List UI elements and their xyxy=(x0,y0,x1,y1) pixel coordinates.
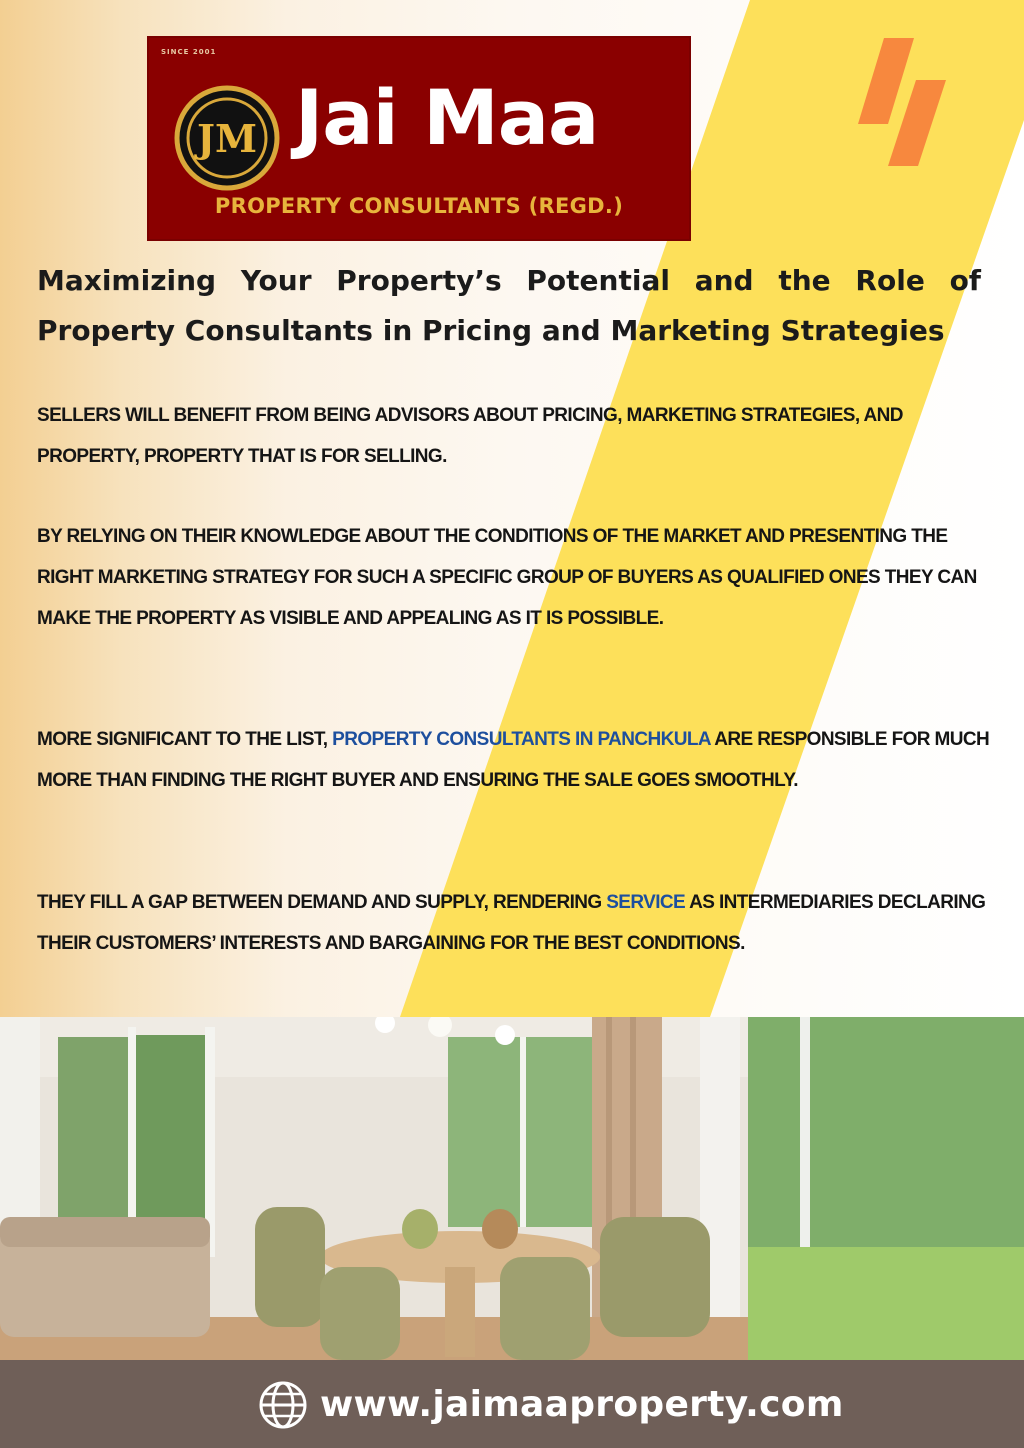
paragraph-3-text-start: MORE SIGNIFICANT TO THE LIST, xyxy=(37,729,333,750)
logo-subtitle: PROPERTY CONSULTANTS (REGD.) xyxy=(214,194,624,218)
monogram-emblem-icon xyxy=(173,84,281,192)
globe-icon xyxy=(258,1380,308,1430)
interior-dining-room-photo xyxy=(0,1017,1024,1360)
paragraph-3 xyxy=(37,719,997,801)
property-consultants-panchkula-link[interactable]: PROPERTY CONSULTANTS IN PANCHKULA xyxy=(332,729,711,750)
paragraph-3-text-end: ARE RESPONSIBLE FOR MUCH MORE THAN FINDING THE RIGHT BUYER AND ENSURING THE SALE GOES SMOOTHLY. xyxy=(37,729,990,791)
footer-bar xyxy=(0,1360,1024,1448)
page-headline: Maximizing Your Property’s Potential and the Role of Property Consultants in Pricing and Marketing Strategies xyxy=(37,264,981,347)
paragraph-4 xyxy=(37,882,997,964)
service-link[interactable]: SERVICE xyxy=(606,892,686,913)
logo-title: Jai Maa xyxy=(295,73,599,162)
paragraph-4-text-start: THEY FILL A GAP BETWEEN DEMAND AND SUPPLY, RENDERING xyxy=(37,892,607,913)
paragraph-2: BY RELYING ON THEIR KNOWLEDGE ABOUT THE CONDITIONS OF THE MARKET AND PRESENTING THE RIGHT MARKETING STRATEGY FOR SUCH A SPECIFIC GROUP OF BUYERS AS QUALIFIED ONES THEY CAN MAKE THE PROPERTY AS VISIBLE AND APPEALING AS IT IS POSSIBLE. xyxy=(37,526,977,629)
logo-since-text: SINCE 2001 xyxy=(161,48,217,56)
paragraph-1: SELLERS WILL BENEFIT FROM BEING ADVISORS ABOUT PRICING, MARKETING STRATEGIES, AND PROPERTY, PROPERTY THAT IS FOR SELLING. xyxy=(37,405,903,467)
monogram-text: JM xyxy=(196,116,258,161)
website-url-link[interactable]: www.jaimaaproperty.com xyxy=(320,1384,844,1425)
paragraph-4-text-end: AS INTERMEDIARIES DECLARING THEIR CUSTOMERS’ INTERESTS AND BARGAINING FOR THE BEST CONDITIONS. xyxy=(37,892,986,954)
company-logo[interactable] xyxy=(147,36,691,241)
